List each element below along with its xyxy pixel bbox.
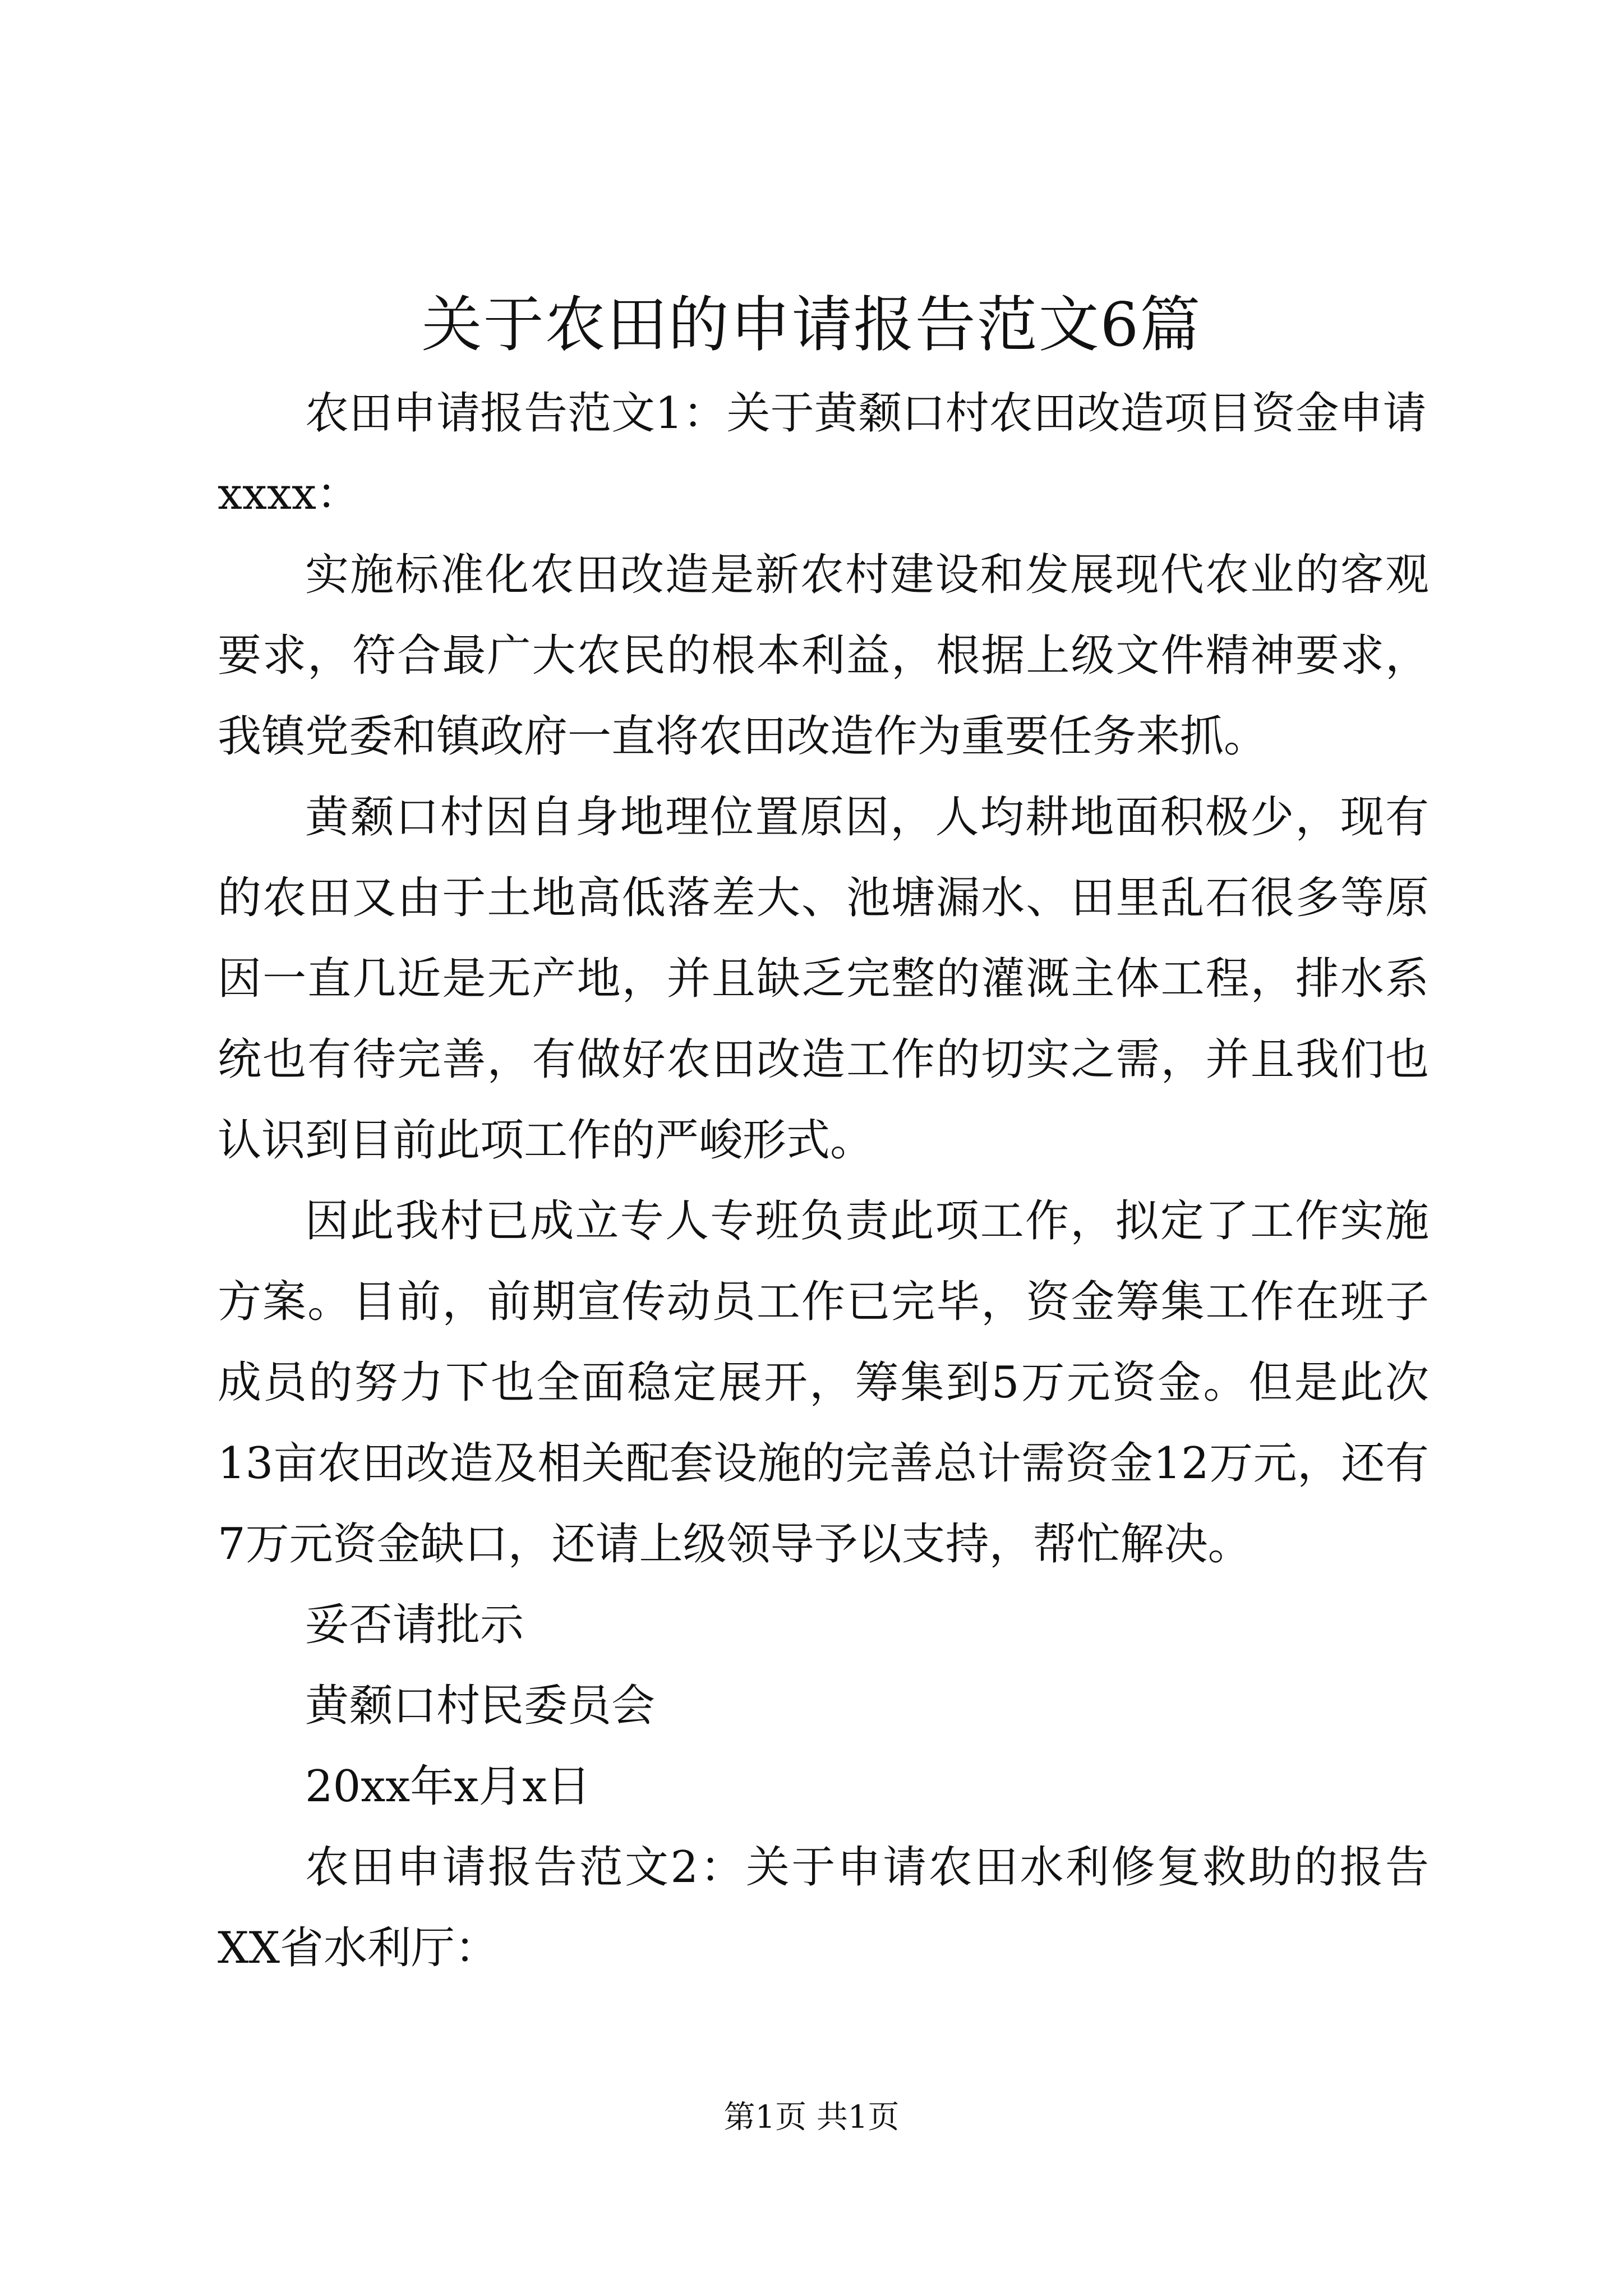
document-body xyxy=(218,373,1429,1989)
document-title: 关于农田的申请报告范文6篇 xyxy=(421,290,1202,360)
body-paragraph: 实施标准化农田改造是新农村建设和发展现代农业的客观要求，符合最广大农民的根本利益，根据上级文件精神要求，我镇党委和镇政府一直将农田改造作为重要任务来抓。 xyxy=(218,550,1429,762)
signature-organization: 黄颡口村民委员会 xyxy=(305,1681,656,1731)
salutation: xxxx： xyxy=(218,469,360,519)
body-paragraph: 因此我村已成立专人专班负责此项工作，拟定了工作实施方案。目前，前期宣传动员工作已完毕，资金筹集工作在班子成员的努力下也全面稳定展开，筹集到5万元资金。但是此次13亩农田改造及相关配套设施的完善总计需资金12万元，还有7万元资金缺口，还请上级领导予以支持，帮忙解决。 xyxy=(218,1196,1429,1570)
page-footer: 第1页 共1页 xyxy=(723,2099,900,2136)
approval-request: 妥否请批示 xyxy=(305,1600,524,1650)
section-heading-1: 农田申请报告范文1：关于黄颡口村农田改造项目资金申请 xyxy=(305,388,1427,439)
section-heading-2: 农田申请报告范文2：关于申请农田水利修复救助的报告XX省水利厅： xyxy=(218,1842,1429,1973)
body-paragraph: 黄颡口村因自身地理位置原因，人均耕地面积极少，现有的农田又由于土地高低落差大、池塘漏水、田里乱石很多等原因一直几近是无产地，并且缺乏完整的灌溉主体工程，排水系统也有待完善，有做好农田改造工作的切实之需，并且我们也认识到目前此项工作的严峻形式。 xyxy=(218,792,1429,1166)
signature-date: 20xx年x月x日 xyxy=(305,1761,591,1812)
